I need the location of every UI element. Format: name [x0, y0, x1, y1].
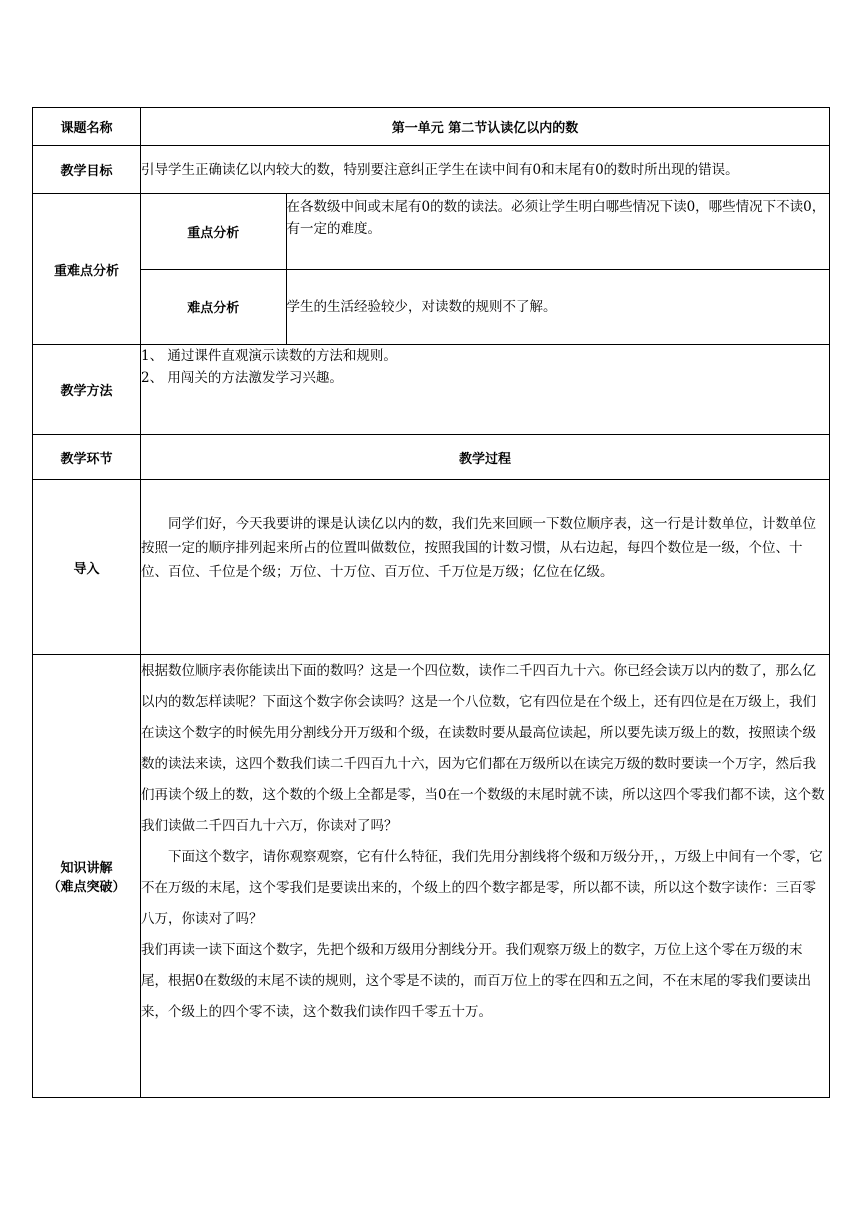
header-right: 教学过程 [141, 435, 830, 480]
method-item-2: 2、 用闯关的方法激发学习兴趣。 [141, 370, 343, 386]
header-left: 教学环节 [33, 435, 141, 480]
knowledge-label [33, 655, 141, 1098]
analysis-subtable [141, 194, 830, 344]
knowledge-paragraph-2: 下面这个数字，请你观察观察，它有什么特征，我们先用分割线将个级和万级分开，，万级上中间有一个零，它不在万级的末尾，这个零我们是要读出来的，个级上的四个数字都是零，所以都不读，所以这个数字读作：三百零八万，你读对了吗？ [141, 849, 823, 927]
header-row [33, 435, 830, 480]
intro-row [33, 480, 830, 655]
key-point-value: 在各数级中间或末尾有0的数的读法。必须让学生明白哪些情况下读0，哪些情况下不读0，有一定的难度。 [286, 194, 830, 269]
intro-label: 导入 [33, 480, 141, 655]
key-point-label: 重点分析 [141, 194, 286, 269]
difficult-point-value: 学生的生活经验较少，对读数的规则不了解。 [286, 269, 830, 344]
knowledge-cell [141, 655, 830, 1098]
topic-value: 第一单元 第二节认读亿以内的数 [141, 108, 830, 146]
intro-cell [141, 480, 830, 655]
intro-text: 同学们好，今天我要讲的课是认读亿以内的数，我们先来回顾一下数位顺序表，这一行是计数单位，计数单位按照一定的顺序排列起来所占的位置叫做数位，按照我国的计数习惯，从右边起，每四个数位是一级，个位、十位、百位、千位是个级；万位、十万位、百万位、千万位是万级；亿位在亿级。 [141, 516, 816, 580]
analysis-row [33, 194, 830, 345]
topic-row [33, 108, 830, 146]
method-cell [141, 345, 830, 435]
knowledge-label-line1: 知识讲解 [60, 861, 113, 876]
key-point-row [141, 194, 830, 269]
method-item-1: 1、 通过课件直观演示读数的方法和规则。 [141, 348, 397, 364]
method-label: 教学方法 [33, 345, 141, 435]
goal-label: 教学目标 [33, 146, 141, 194]
knowledge-paragraph-1: 根据数位顺序表你能读出下面的数吗？这是一个四位数，读作二千四百九十六。你已经会读万以内的数了，那么亿以内的数怎样读呢？下面这个数字你会读吗？这是一个八位数，它有四位是在个级上，还有四位是在万级上，我们在读这个数字的时候先用分割线分开万级和个级，在读数时要从最高位读起，所以要先读万级上的数，按照读个级数的读法来读，这四个数我们读二千四百九十六，因为它们都在万级所以在读完万级的数时要读一个万字，然后我们再读个级上的数，这个数的个级上全都是零，当0在一个数级的末尾时就不读，所以这四个零我们都不读，这个数我们读做二千四百九十六万，你读对了吗？ [141, 663, 825, 834]
topic-label: 课题名称 [33, 108, 141, 146]
knowledge-label-line2: （难点突破） [47, 880, 126, 895]
goal-value: 引导学生正确读亿以内较大的数，特别要注意纠正学生在读中间有0和末尾有0的数时所出现的错误。 [141, 146, 830, 194]
analysis-label: 重难点分析 [33, 194, 141, 345]
goal-row [33, 146, 830, 194]
lesson-plan-table [32, 107, 830, 1098]
method-row [33, 345, 830, 435]
difficult-point-label: 难点分析 [141, 269, 286, 344]
difficult-point-row [141, 269, 830, 344]
analysis-cell [141, 194, 830, 345]
knowledge-paragraph-3: 我们再读一读下面这个数字，先把个级和万级用分割线分开。我们观察万级上的数字，万位上这个零在万级的末尾，根据0在数级的末尾不读的规则，这个零是不读的，而百万位上的零在四和五之间，不在末尾的零我们要读出来，个级上的四个零不读，这个数我们读作四千零五十万。 [141, 942, 812, 1020]
knowledge-row [33, 655, 830, 1098]
